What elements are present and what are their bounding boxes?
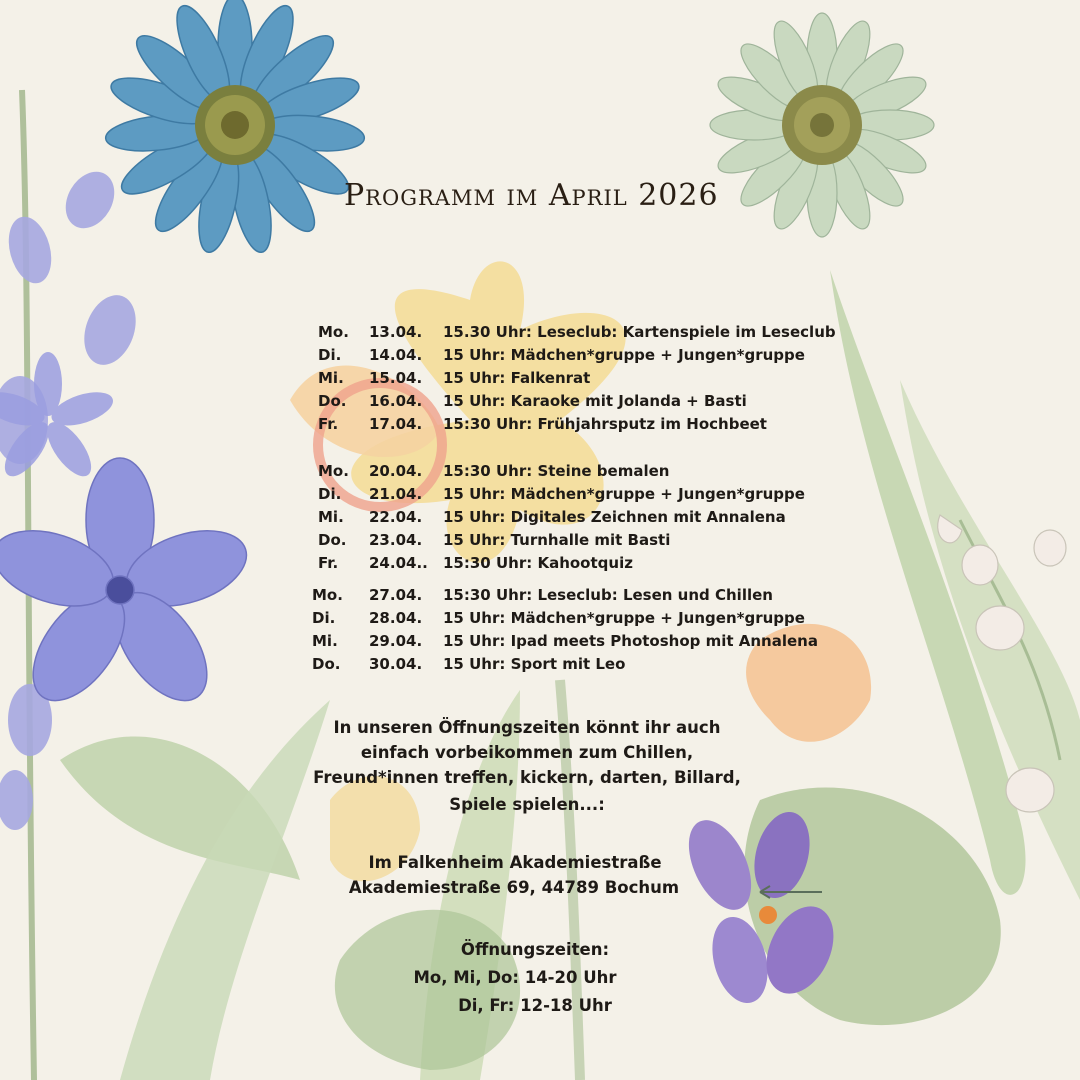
day-label: Mi. xyxy=(318,369,344,387)
event-label: 15 Uhr: Mädchen*gruppe + Jungen*gruppe xyxy=(443,346,805,364)
day-label: Mi. xyxy=(312,632,338,650)
location-name: Im Falkenheim Akademiestraße xyxy=(368,853,662,872)
round-leaf-bottom-left xyxy=(335,910,520,1070)
date-label: 14.04. xyxy=(369,346,423,364)
date-label: 17.04. xyxy=(369,415,423,433)
date-label: 20.04. xyxy=(369,462,423,480)
day-label: Mo. xyxy=(318,323,349,341)
event-label: 15:30 Uhr: Kahootquiz xyxy=(443,554,633,572)
event-label: 15 Uhr: Sport mit Leo xyxy=(443,655,626,673)
info-text-line: In unseren Öffnungszeiten könnt ihr auch xyxy=(333,718,721,737)
day-label: Do. xyxy=(312,655,341,673)
day-label: Fr. xyxy=(318,554,339,572)
date-label: 28.04. xyxy=(369,609,423,627)
event-label: 15 Uhr: Turnhalle mit Basti xyxy=(443,531,671,549)
event-label: 15 Uhr: Karaoke mit Jolanda + Basti xyxy=(443,392,747,410)
date-label: 29.04. xyxy=(369,632,423,650)
event-label: 15 Uhr: Mädchen*gruppe + Jungen*gruppe xyxy=(443,609,805,627)
event-label: 15:30 Uhr: Leseclub: Lesen und Chillen xyxy=(443,586,773,604)
page-title: Programm im April 2026 xyxy=(344,178,719,213)
event-label: 15:30 Uhr: Frühjahrsputz im Hochbeet xyxy=(443,415,767,433)
event-label: 15 Uhr: Mädchen*gruppe + Jungen*gruppe xyxy=(443,485,805,503)
date-label: 23.04. xyxy=(369,531,423,549)
day-label: Di. xyxy=(312,609,336,627)
pale-daisy-icon xyxy=(710,13,934,237)
day-label: Di. xyxy=(318,485,342,503)
date-label: 22.04. xyxy=(369,508,423,526)
event-label: 15.30 Uhr: Leseclub: Kartenspiele im Leseclub xyxy=(443,323,836,341)
info-text-line: einfach vorbeikommen zum Chillen, xyxy=(360,743,694,762)
larkspur-icon xyxy=(0,163,256,830)
event-label: 15 Uhr: Falkenrat xyxy=(443,369,591,387)
event-label: 15 Uhr: Ipad meets Photoshop mit Annalena xyxy=(443,632,818,650)
date-label: 27.04. xyxy=(369,586,423,604)
day-label: Mo. xyxy=(318,462,349,480)
day-label: Di. xyxy=(318,346,342,364)
info-text-line: Spiele spielen...: xyxy=(449,795,605,814)
event-label: 15 Uhr: Digitales Zeichnen mit Annalena xyxy=(443,508,786,526)
date-label: 21.04. xyxy=(369,485,423,503)
date-label: 16.04. xyxy=(369,392,423,410)
hours-line: Di, Fr: 12-18 Uhr xyxy=(458,996,612,1015)
info-text-line: Freund*innen treffen, kickern, darten, Billard, xyxy=(313,768,741,787)
day-label: Mo. xyxy=(312,586,343,604)
address: Akademiestraße 69, 44789 Bochum xyxy=(348,878,680,897)
event-label: 15:30 Uhr: Steine bemalen xyxy=(443,462,670,480)
hours-heading: Öffnungszeiten: xyxy=(460,940,610,959)
date-label: 15.04. xyxy=(369,369,423,387)
day-label: Do. xyxy=(318,392,347,410)
date-label: 30.04. xyxy=(369,655,423,673)
date-label: 24.04.. xyxy=(369,554,428,572)
day-label: Mi. xyxy=(318,508,344,526)
blue-daisy-icon xyxy=(104,0,366,256)
day-label: Do. xyxy=(318,531,347,549)
date-label: 13.04. xyxy=(369,323,423,341)
hours-line: Mo, Mi, Do: 14-20 Uhr xyxy=(413,968,617,987)
day-label: Fr. xyxy=(318,415,339,433)
